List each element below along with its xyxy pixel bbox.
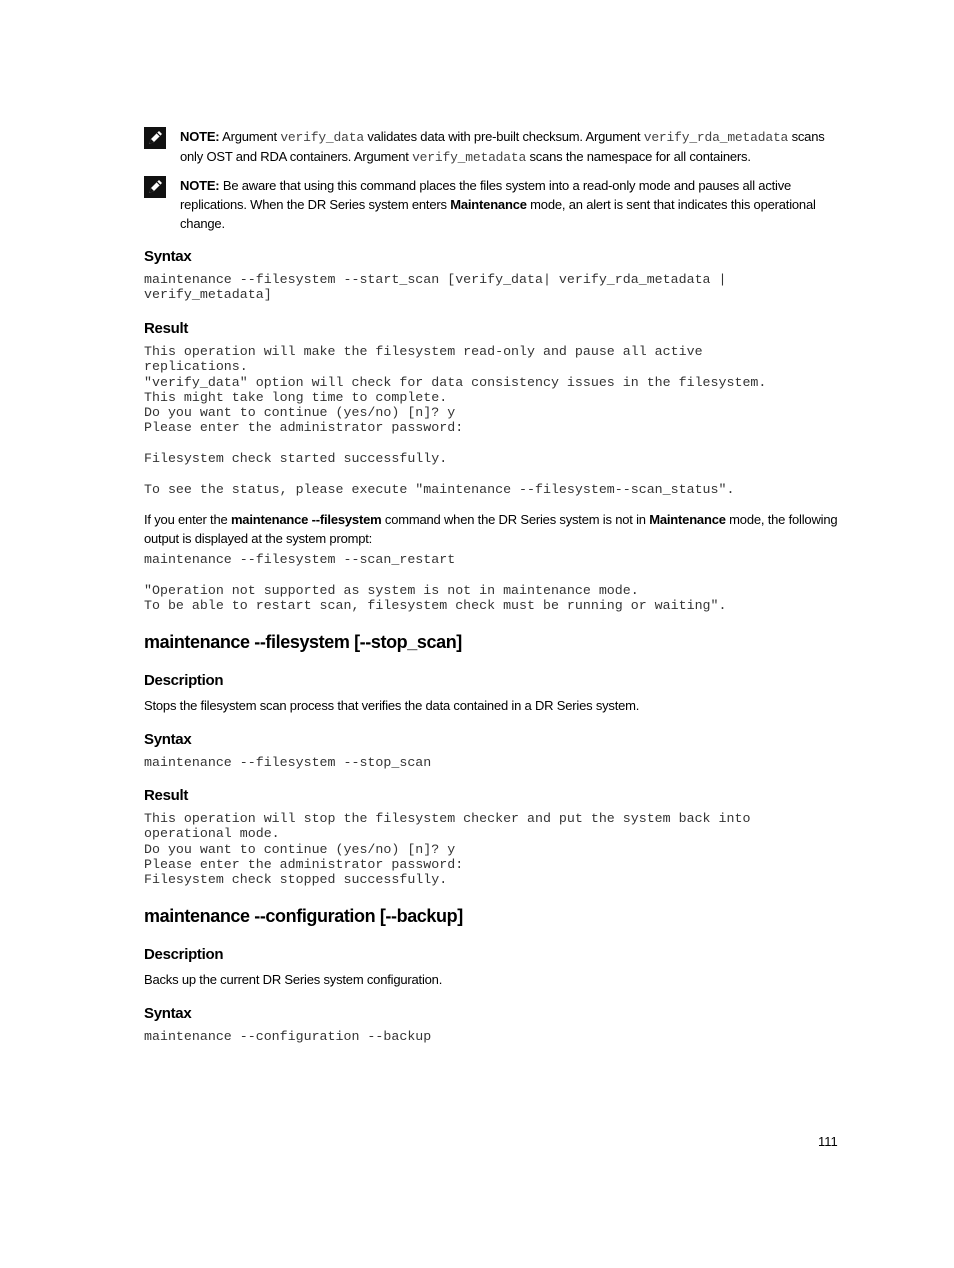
description-text: Stops the filesystem scan process that verifies the data contained in a DR Series system. [144,698,640,713]
bold-term: maintenance --filesystem [230,512,382,527]
note-text-segment: scans the namespace for all containers. [526,149,751,164]
syntax-heading: Syntax [144,248,192,265]
para-text-segment: command when the DR Series system is not in [381,512,650,527]
para-text-segment: If you enter the [144,512,231,527]
note-label: NOTE: [180,129,220,144]
note-text-segment: scans only OST and RDA containers. Argument [180,129,825,164]
section-title-stop-scan: maintenance --filesystem [--stop_scan] [144,632,462,652]
section-title-backup: maintenance --configuration [--backup] [144,906,463,926]
inline-code: verify_rda_metadata [643,130,789,145]
syntax-code-block: maintenance --configuration --backup [144,1029,432,1044]
result-code-block: This operation will stop the filesystem checker and put the system back into operational mode. Do you want to continue (yes/no) [n]? y Please enter the administrator password: Filesystem check stopped successfully. [144,811,751,888]
page-number: 111 [818,1134,838,1149]
inline-code: verify_metadata [412,150,527,165]
note-text-segment: mode, an alert is sent that indicates this operational change. [180,197,816,231]
note-text [180,127,842,167]
result-heading: Result [144,320,189,337]
bold-term: Maintenance [450,197,527,212]
syntax-code-block: maintenance --filesystem --stop_scan [144,755,432,770]
syntax-heading: Syntax [144,1005,192,1022]
not-in-maintenance-paragraph [144,510,844,548]
note-text-segment: Be aware that using this command places the files system into a read-only mode and pauses all active replications. When the DR Series system enters [180,178,792,212]
pencil-note-icon [144,176,166,198]
description-heading: Description [144,946,224,963]
syntax-heading: Syntax [144,731,192,748]
note-text-segment: validates data with pre-built checksum. Argument [363,129,644,144]
inline-code: verify_data [280,130,364,145]
scan-restart-code-block: maintenance --filesystem --scan_restart "Operation not supported as system is not in maintenance mode. To be able to restart scan, filesystem check must be running or waiting". [144,552,727,613]
syntax-code-block: maintenance --filesystem --start_scan [verify_data| verify_rda_metadata | verify_metadata] [144,272,727,303]
bold-term: Maintenance [649,512,726,527]
note-text [180,176,842,233]
result-code-block: This operation will make the filesystem read-only and pause all active replications. "verify_data" option will check for data consistency issues in the filesystem. This might take long time to complete. Do you want to continue (yes/no) [n]? y Please enter the administrator password: Filesystem check started successfully. To see the status, please execute "maintenance --filesystem--scan_status". [144,344,767,497]
description-text: Backs up the current DR Series system configuration. [144,972,443,987]
note-text-segment: Argument [219,129,281,144]
result-heading: Result [144,787,189,804]
note-label: NOTE: [180,178,220,193]
description-heading: Description [144,672,224,689]
pencil-note-icon [144,127,166,149]
para-text-segment: mode, the following output is displayed at the system prompt: [144,512,838,546]
